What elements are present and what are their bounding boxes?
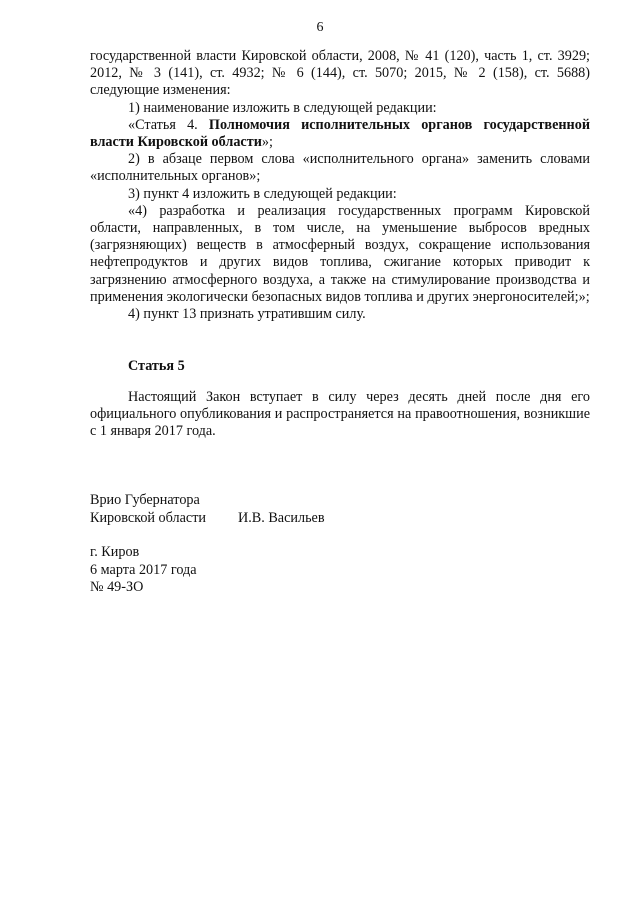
amendments-intro: государственной власти Кировской области, 2008, № 41 (120), часть 1, ст. 3929; 2012, № 3 (141), ст. 4932; № 6 (144), ст. 5070; 2015, № 2 (158), ст. 5688) следующие изменения: — [90, 48, 590, 99]
law-number: № 49-ЗО — [90, 579, 144, 595]
signatory-position-line-2: Кировской области — [90, 509, 206, 526]
place-date-block — [90, 544, 197, 597]
signatory-position-line-1: Врио Губернатора — [90, 492, 200, 508]
article-5-text: Настоящий Закон вступает в силу через десять дней после дня его официального опубликования и распространяется на правоотношения, возникшие с 1 января 2017 года. — [90, 389, 590, 440]
amendment-item-2: 2) в абзаце первом слова «исполнительного органа» заменить словами «исполнительных органов»; — [90, 151, 590, 185]
title-suffix: »; — [261, 134, 273, 151]
signing-date: 6 марта 2017 года — [90, 561, 197, 578]
article-5-heading: Статья 5 — [128, 358, 185, 374]
amendments-section — [90, 48, 590, 323]
city: г. Киров — [90, 544, 140, 560]
amendment-item-4: 4) пункт 13 признать утратившим силу. — [128, 306, 366, 323]
signatory-name: И.В. Васильев — [238, 509, 325, 526]
page-number: 6 — [316, 20, 324, 35]
amendment-item-1: 1) наименование изложить в следующей редакции: — [128, 99, 437, 116]
amendment-item-1-title — [90, 117, 590, 151]
amendment-item-3: 3) пункт 4 изложить в следующей редакции: — [128, 185, 397, 202]
signature-block — [90, 492, 325, 527]
amendment-item-3-quote: «4) разработка и реализация государственных программ Кировской области, направленных, в том числе, на уменьшение выбросов вредных (загрязняющих) веществ в атмосферный воздух, сокращение использования нефтепродуктов и других видов топлива, сжигание которых приводит к загрязнению атмосферного воздуха, а также на стимулирование производства и применения экологически безопасных видов топлива и других энергоносителей;»; — [90, 202, 590, 305]
title-prefix: «Статья 4. — [128, 116, 209, 133]
title-bold-text: Полномочия исполнительных органов государственной власти Кировской области — [90, 116, 591, 151]
